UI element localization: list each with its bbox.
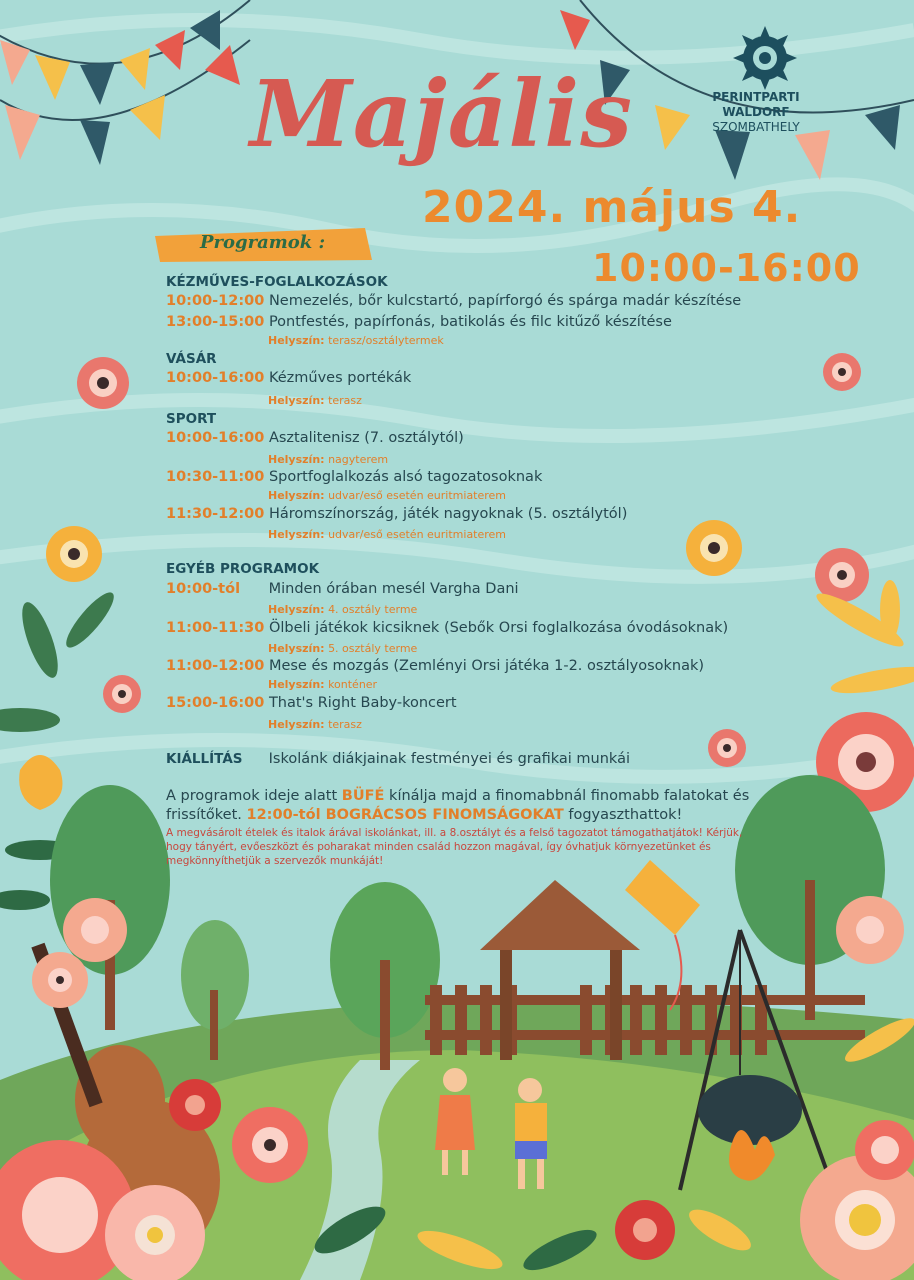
- location-value: udvar/eső esetén euritmiaterem: [328, 489, 507, 502]
- event-time: 10:00-16:00: [592, 246, 861, 290]
- location-label: Helyszín:: [268, 489, 325, 502]
- program-time: 13:00-15:00: [166, 314, 265, 330]
- section-title-other: EGYÉB PROGRAMOK: [166, 561, 320, 577]
- program-text: Háromszínország, játék nagyoknak (5. osztálytól): [268, 506, 628, 522]
- location-label: Helyszín:: [268, 453, 325, 466]
- program-row: [166, 695, 457, 711]
- program-time: 15:00-16:00: [166, 695, 265, 711]
- buffet-text: kínálja majd a finomabbnál finomabb falatokat és frissítőket.: [166, 788, 750, 823]
- location-value: terasz/osztálytermek: [328, 334, 444, 347]
- location-label: Helyszín:: [268, 528, 325, 541]
- location-value: terasz: [328, 394, 362, 407]
- exhibition-text: Iskolánk diákjainak festményei és grafikai munkái: [268, 751, 630, 767]
- location-value: konténer: [328, 678, 378, 691]
- program-text: Kézműves portékák: [268, 370, 412, 386]
- school-name: PERINTPARTI WALDORF: [712, 90, 800, 119]
- program-location: [268, 453, 388, 466]
- location-label: Helyszín:: [268, 718, 325, 731]
- program-row: [166, 581, 519, 597]
- location-label: Helyszín:: [268, 678, 325, 691]
- location-label: Helyszín:: [268, 394, 325, 407]
- program-location: [268, 334, 444, 347]
- location-label: Helyszín:: [268, 642, 325, 655]
- program-row: [166, 506, 627, 522]
- program-location: [268, 489, 506, 502]
- buffet-highlight: BÜFÉ: [341, 788, 385, 804]
- exhibition-row: [166, 751, 630, 767]
- program-row: [166, 620, 728, 636]
- school-city: SZOMBATHELY: [712, 120, 800, 134]
- program-text: Ölbeli játékok kicsiknek (Sebők Orsi foglalkozása óvodásoknak): [268, 620, 729, 636]
- buffet-paragraph: [166, 787, 766, 825]
- section-title-crafts: KÉZMŰVES-FOGLALKOZÁSOK: [166, 274, 388, 290]
- program-time: 10:00-tól: [166, 581, 241, 597]
- location-value: 4. osztály terme: [328, 603, 418, 616]
- location-label: Helyszín:: [268, 334, 325, 347]
- program-location: [268, 678, 377, 691]
- program-location: [268, 528, 506, 541]
- program-location: [268, 718, 362, 731]
- goulash-highlight: 12:00-tól BOGRÁCSOS FINOMSÁGOKAT: [246, 807, 564, 823]
- program-time: 10:00-16:00: [166, 430, 265, 446]
- program-location: [268, 603, 417, 616]
- buffet-text: fogyaszthattok!: [563, 807, 683, 823]
- program-row: [166, 314, 672, 330]
- program-text: Mese és mozgás (Zemlényi Orsi játéka 1-2. osztályosoknak): [268, 658, 705, 674]
- location-value: udvar/eső esetén euritmiaterem: [328, 528, 507, 541]
- program-row: [166, 370, 411, 386]
- location-label: Helyszín:: [268, 603, 325, 616]
- program-row: [166, 658, 704, 674]
- location-value: nagyterem: [328, 453, 389, 466]
- program-text: Minden órában mesél Vargha Dani: [268, 581, 519, 597]
- program-time: 10:00-12:00: [166, 293, 265, 309]
- program-location: [268, 394, 362, 407]
- program-time: 10:00-16:00: [166, 370, 265, 386]
- poster-title: Majális: [250, 60, 634, 168]
- program-row: [166, 469, 542, 485]
- school-logo-text: [691, 90, 821, 135]
- program-row: [166, 430, 464, 446]
- section-title-market: VÁSÁR: [166, 351, 217, 367]
- location-value: terasz: [328, 718, 362, 731]
- program-time: 11:30-12:00: [166, 506, 265, 522]
- program-time: 11:00-11:30: [166, 620, 265, 636]
- program-text: Pontfestés, papírfonás, batikolás és filc kitűző készítése: [268, 314, 672, 330]
- programs-label: Programok :: [200, 232, 326, 253]
- program-time: 11:00-12:00: [166, 658, 265, 674]
- program-text: Nemezelés, bőr kulcstartó, papírforgó és spárga madár készítése: [268, 293, 742, 309]
- program-row: [166, 293, 741, 309]
- program-text: That's Right Baby-koncert: [268, 695, 457, 711]
- program-text: Asztalitenisz (7. osztálytól): [268, 430, 464, 446]
- event-date: 2024. május 4.: [422, 182, 802, 233]
- program-text: Sportfoglalkozás alsó tagozatosoknak: [268, 469, 543, 485]
- support-note: A megvásárolt ételek és italok árával iskolánkat, ill. a 8.osztályt és a felső tagozatot támogathatjátok! Kérjük, hogy tányért, evőeszközt és poharakat minden család hozzon magával, így óvhatjuk környezetünket és megkönnyíthetjük a szervezők munkáját!: [166, 827, 743, 867]
- program-location: [268, 642, 417, 655]
- location-value: 5. osztály terme: [328, 642, 418, 655]
- section-title-exhibition: KIÁLLÍTÁS: [166, 751, 243, 767]
- section-title-sport: SPORT: [166, 411, 217, 427]
- program-time: 10:30-11:00: [166, 469, 265, 485]
- buffet-text: A programok ideje alatt: [166, 788, 342, 804]
